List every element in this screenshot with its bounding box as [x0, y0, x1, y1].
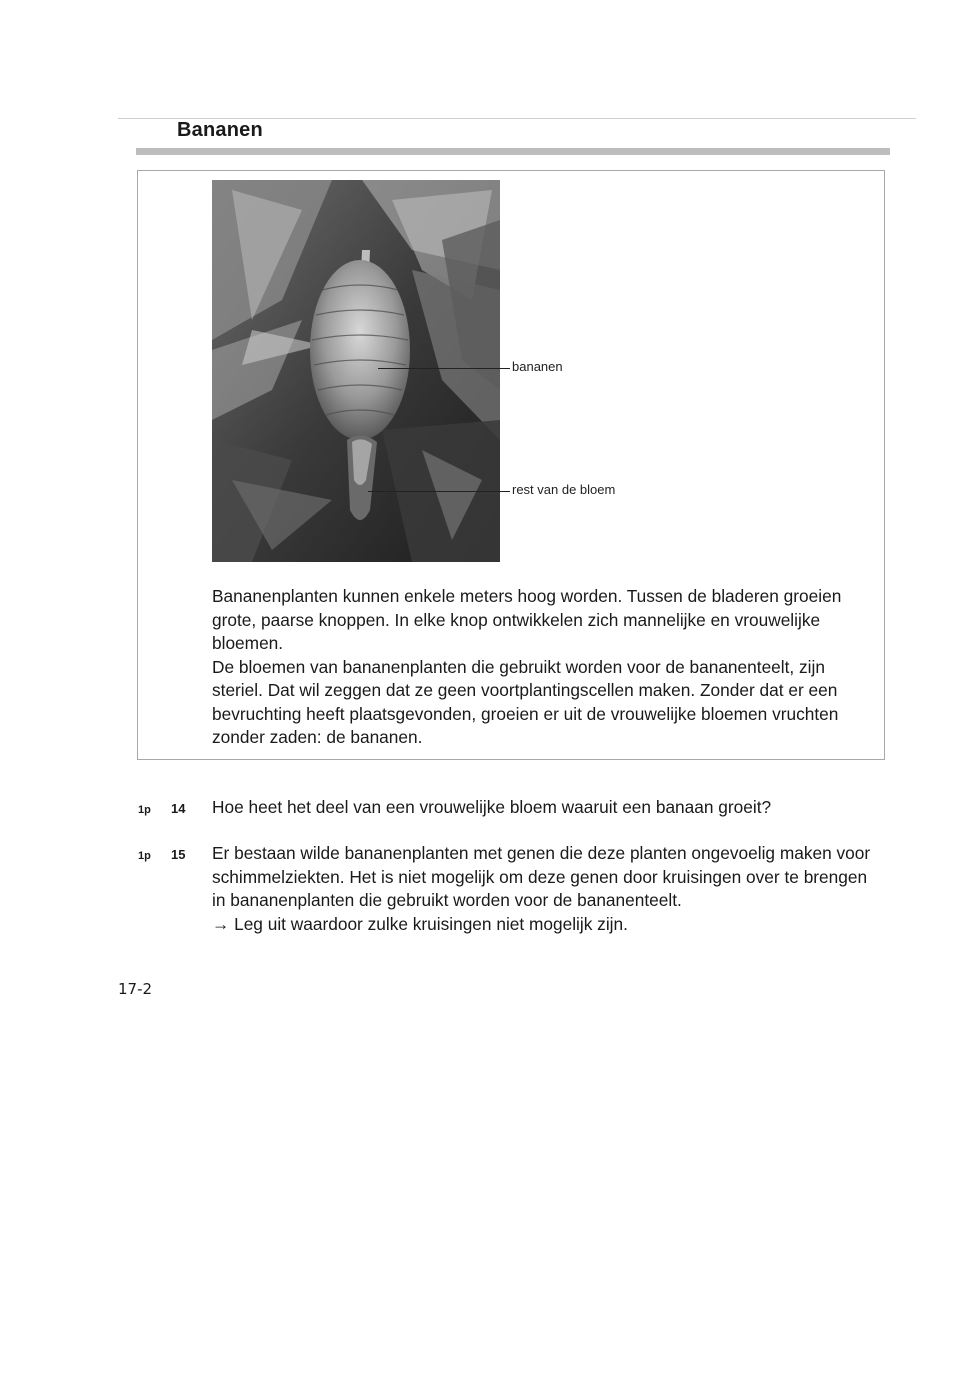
title-underline-bar [136, 148, 890, 155]
question-body [212, 842, 872, 936]
question-text: Er bestaan wilde bananenplanten met genen die deze planten ongevoelig maken voor schimmelziekten. Het is niet mogelijk om deze genen door kruisingen over te brengen in bananenplanten die gebruikt worden voor de bananenteelt. [212, 843, 871, 910]
intro-text [212, 585, 872, 750]
intro-paragraph-2: De bloemen van bananenplanten die gebruikt worden voor de bananenteelt, zijn steriel. Dat wil zeggen dat ze geen voortplantingscellen maken. Zonder dat er een bevruchting heeft plaatsgevonden, groeien er uit de vrouwelijke bloemen vruchten zonder zaden: de bananen. [212, 656, 839, 747]
callout-label-bananen: bananen [512, 359, 563, 374]
callout-label-rest-van-de-bloem: rest van de bloem [512, 482, 616, 497]
callout-line-rest-van-de-bloem [368, 491, 510, 492]
question-body [212, 796, 872, 820]
callout-line-bananen [378, 368, 510, 369]
question-points: 1p [138, 850, 151, 862]
section-title: Bananen [177, 119, 263, 141]
page-number: 17-2 [118, 980, 153, 998]
banana-plant-photo [212, 180, 500, 562]
question-number: 14 [171, 801, 186, 816]
question-text: Hoe heet het deel van een vrouwelijke bloem waaruit een banaan groeit? [212, 797, 772, 817]
question-number: 15 [171, 847, 186, 862]
question-points: 1p [138, 804, 151, 816]
intro-paragraph-1: Bananenplanten kunnen enkele meters hoog worden. Tussen de bladeren groeien grote, paarse knoppen. In elke knop ontwikkelen zich mannelijke en vrouwelijke bloemen. [212, 586, 842, 653]
question-instruction: → Leg uit waardoor zulke kruisingen niet mogelijk zijn. [212, 913, 628, 934]
